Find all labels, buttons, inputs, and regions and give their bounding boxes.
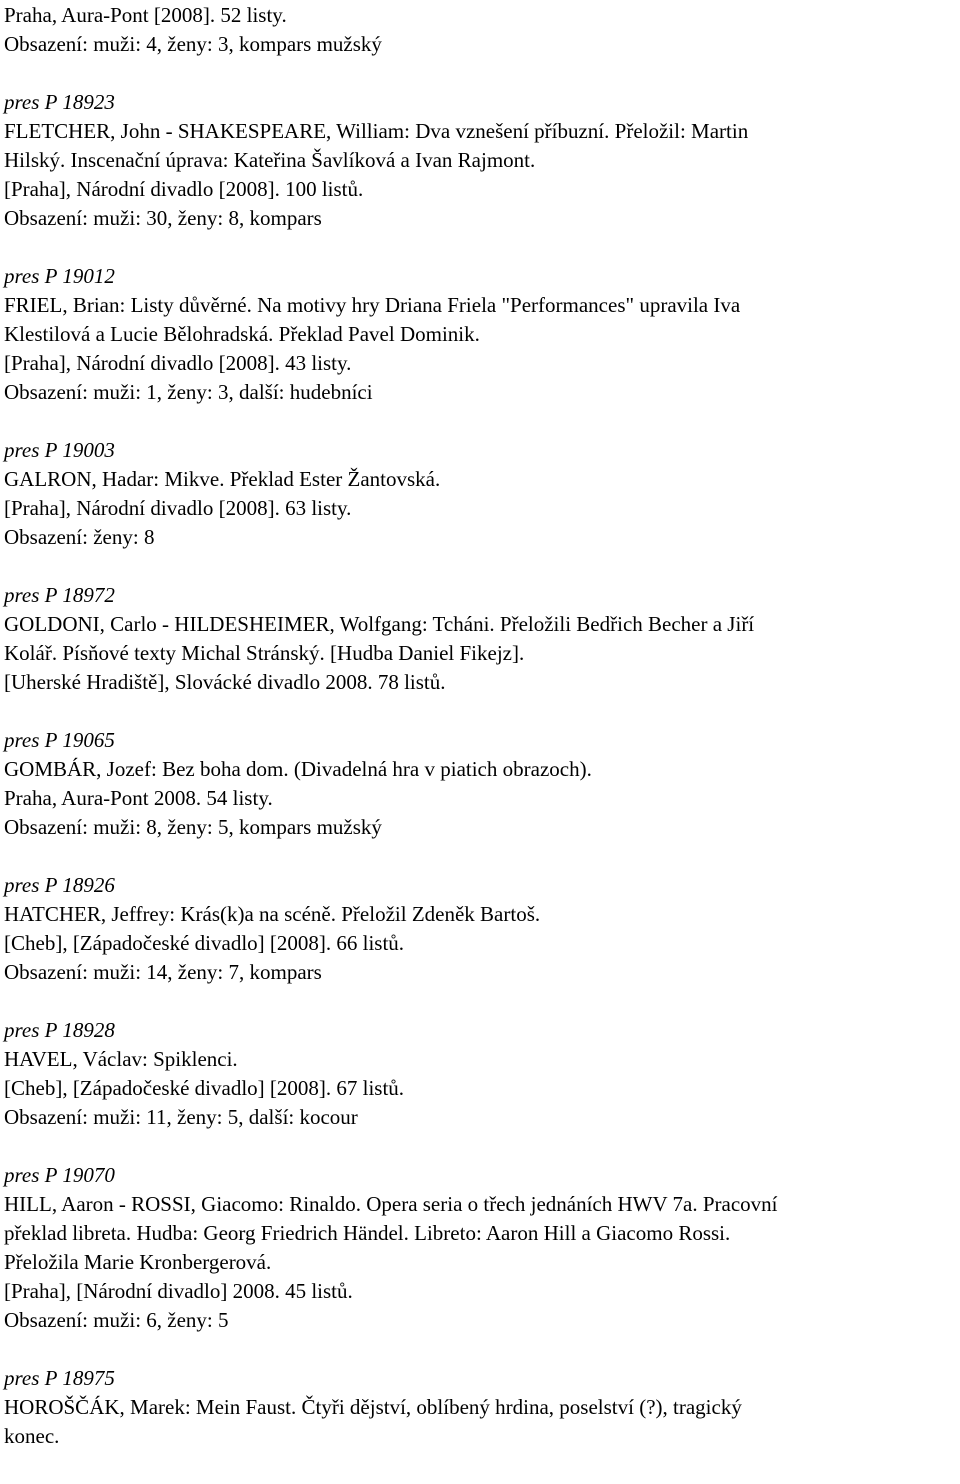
record-line: Praha, Aura-Pont [2008]. 52 listy. [4, 3, 287, 27]
record-line: Obsazení: muži: 30, ženy: 8, kompars [4, 206, 322, 230]
record-shelfmark: pres P 19065 [4, 728, 115, 752]
record-shelfmark: pres P 18975 [4, 1366, 115, 1390]
record-shelfmark: pres P 19070 [4, 1163, 115, 1187]
record-line: konec. [4, 1424, 60, 1448]
record-line: Praha, Aura-Pont 2008. 54 listy. [4, 786, 273, 810]
record-line: [Praha], Národní divadlo [2008]. 63 listy. [4, 496, 352, 520]
record-line: HAVEL, Václav: Spiklenci. [4, 1047, 238, 1071]
record-line: HILL, Aaron - ROSSI, Giacomo: Rinaldo. Opera seria o třech jednáních HWV 7a. Pracovní [4, 1192, 778, 1216]
record-line: FLETCHER, John - SHAKESPEARE, William: Dva vznešení příbuzní. Přeložil: Martin [4, 119, 749, 143]
record-line: Obsazení: muži: 6, ženy: 5 [4, 1308, 229, 1332]
record-line: Obsazení: ženy: 8 [4, 525, 155, 549]
record-line: Klestilová a Lucie Bělohradská. Překlad Pavel Dominik. [4, 322, 480, 346]
record-line: Obsazení: muži: 4, ženy: 3, kompars mužský [4, 32, 382, 56]
record-shelfmark: pres P 18923 [4, 90, 115, 114]
record-line: [Uherské Hradiště], Slovácké divadlo 2008. 78 listů. [4, 670, 446, 694]
record-line: HATCHER, Jeffrey: Krás(k)a na scéně. Přeložil Zdeněk Bartoš. [4, 902, 541, 926]
record-line: Obsazení: muži: 8, ženy: 5, kompars mužský [4, 815, 382, 839]
record-shelfmark: pres P 18972 [4, 583, 115, 607]
record-line: HOROŠČÁK, Marek: Mein Faust. Čtyři dějství, oblíbený hrdina, poselství (?), tragický [4, 1395, 742, 1419]
record-line: Obsazení: muži: 14, ženy: 7, kompars [4, 960, 322, 984]
record-line: [Praha], Národní divadlo [2008]. 43 listy. [4, 351, 352, 375]
record-line: GOMBÁR, Jozef: Bez boha dom. (Divadelná hra v piatich obrazoch). [4, 757, 592, 781]
record-line: GALRON, Hadar: Mikve. Překlad Ester Žantovská. [4, 467, 441, 491]
record-line: GOLDONI, Carlo - HILDESHEIMER, Wolfgang: Tcháni. Přeložili Bedřich Becher a Jiří [4, 612, 755, 636]
record-line: Obsazení: muži: 11, ženy: 5, další: kocour [4, 1105, 358, 1129]
record-line: [Cheb], [Západočeské divadlo] [2008]. 66 listů. [4, 931, 405, 955]
record-line: Hilský. Inscenační úprava: Kateřina Šavlíková a Ivan Rajmont. [4, 148, 536, 172]
record-line: překlad libreta. Hudba: Georg Friedrich Händel. Libreto: Aaron Hill a Giacomo Rossi. [4, 1221, 731, 1245]
record-shelfmark: pres P 18926 [4, 873, 115, 897]
record-shelfmark: pres P 18928 [4, 1018, 115, 1042]
record-shelfmark: pres P 19003 [4, 438, 115, 462]
record-line: Přeložila Marie Kronbergerová. [4, 1250, 272, 1274]
record-line: [Cheb], [Západočeské divadlo] [2008]. 67 listů. [4, 1076, 405, 1100]
record-shelfmark: pres P 19012 [4, 264, 115, 288]
record-line: [Praha], Národní divadlo [2008]. 100 listů. [4, 177, 364, 201]
record-line: FRIEL, Brian: Listy důvěrné. Na motivy hry Driana Friela "Performances" upravila Iva [4, 293, 741, 317]
record-line: Obsazení: muži: 1, ženy: 3, další: hudebníci [4, 380, 373, 404]
record-line: [Praha], [Národní divadlo] 2008. 45 listů. [4, 1279, 353, 1303]
record-line: Kolář. Písňové texty Michal Stránský. [Hudba Daniel Fikejz]. [4, 641, 525, 665]
